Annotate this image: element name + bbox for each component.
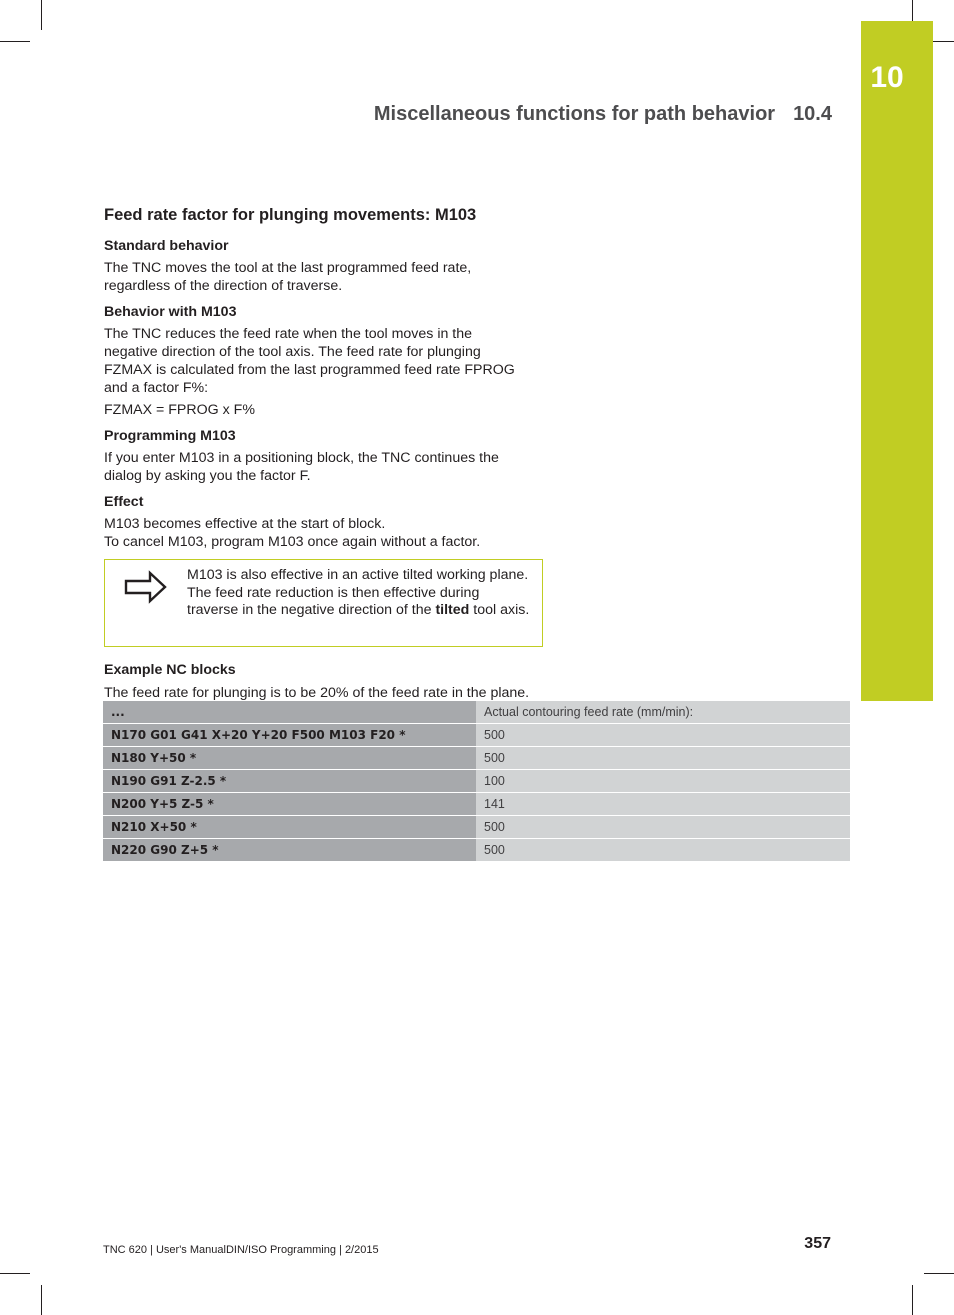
- nc-code: N200 Y+5 Z-5 *: [103, 793, 476, 815]
- crop-mark: [41, 1285, 42, 1315]
- note-bold-word: tilted: [435, 602, 470, 618]
- nc-value: 500: [476, 839, 850, 861]
- example-heading: Example NC blocks: [104, 662, 236, 678]
- crop-mark: [0, 41, 30, 42]
- section-heading: Feed rate factor for plunging movements: M103: [104, 206, 477, 224]
- nc-code: N170 G01 G41 X+20 Y+20 F500 M103 F20 *: [103, 724, 476, 746]
- behavior-m103-heading: Behavior with M103: [104, 304, 237, 320]
- page-number: 357: [804, 1235, 831, 1252]
- table-row: [103, 701, 850, 723]
- nc-blocks-table: [103, 700, 850, 862]
- nc-value: 100: [476, 770, 850, 792]
- running-head-title: Miscellaneous functions for path behavior: [373, 103, 776, 125]
- programming-m103-heading: Programming M103: [104, 428, 236, 444]
- note-text: M103 is also effective in an active tilted working plane. The feed rate reduction is then effective during traverse in the negative direction of the tilted tool axis.: [187, 567, 530, 618]
- nc-value: 500: [476, 724, 850, 746]
- table-row: [103, 793, 850, 815]
- footer-text: TNC 620 | User's ManualDIN/ISO Programming | 2/2015: [103, 1244, 379, 1256]
- crop-mark: [41, 0, 42, 30]
- chapter-number: 10: [870, 61, 904, 94]
- crop-mark: [912, 1285, 913, 1315]
- formula: FZMAX = FPROG x F%: [104, 402, 255, 418]
- table-row: [103, 724, 850, 746]
- nc-code: N190 G91 Z-2.5 *: [103, 770, 476, 792]
- running-head: [374, 103, 832, 126]
- nc-value: Actual contouring feed rate (mm/min):: [476, 701, 850, 723]
- effect-heading: Effect: [104, 494, 144, 510]
- nc-code: N220 G90 Z+5 *: [103, 839, 476, 861]
- nc-value: 500: [476, 816, 850, 838]
- table-row: [103, 839, 850, 861]
- table-row: [103, 770, 850, 792]
- nc-value: 141: [476, 793, 850, 815]
- crop-mark: [924, 1273, 954, 1274]
- nc-value: 500: [476, 747, 850, 769]
- table-row: [103, 816, 850, 838]
- standard-behavior-heading: Standard behavior: [104, 238, 229, 254]
- running-head-section: 10.4: [793, 103, 832, 125]
- nc-code: N180 Y+50 *: [103, 747, 476, 769]
- behavior-m103-text: The TNC reduces the feed rate when the tool moves in the negative direction of the tool axis. The feed rate for plunging FZMAX is calculated from the last programmed feed rate FPROG and a factor F%:: [104, 326, 515, 396]
- table-row: [103, 747, 850, 769]
- arrow-right-icon: [124, 570, 168, 604]
- chapter-tab: [861, 21, 933, 701]
- example-text: The feed rate for plunging is to be 20% of the feed rate in the plane.: [104, 685, 530, 701]
- nc-code: N210 X+50 *: [103, 816, 476, 838]
- standard-behavior-text: The TNC moves the tool at the last programmed feed rate, regardless of the direction of traverse.: [104, 260, 472, 294]
- nc-code: ...: [103, 701, 476, 723]
- programming-m103-text: If you enter M103 in a positioning block, the TNC continues the dialog by asking you the factor F.: [104, 450, 499, 484]
- effect-text: M103 becomes effective at the start of block. To cancel M103, program M103 once again without a factor.: [104, 516, 481, 550]
- note-box: [104, 559, 543, 647]
- main-content: [104, 205, 544, 710]
- crop-mark: [0, 1273, 30, 1274]
